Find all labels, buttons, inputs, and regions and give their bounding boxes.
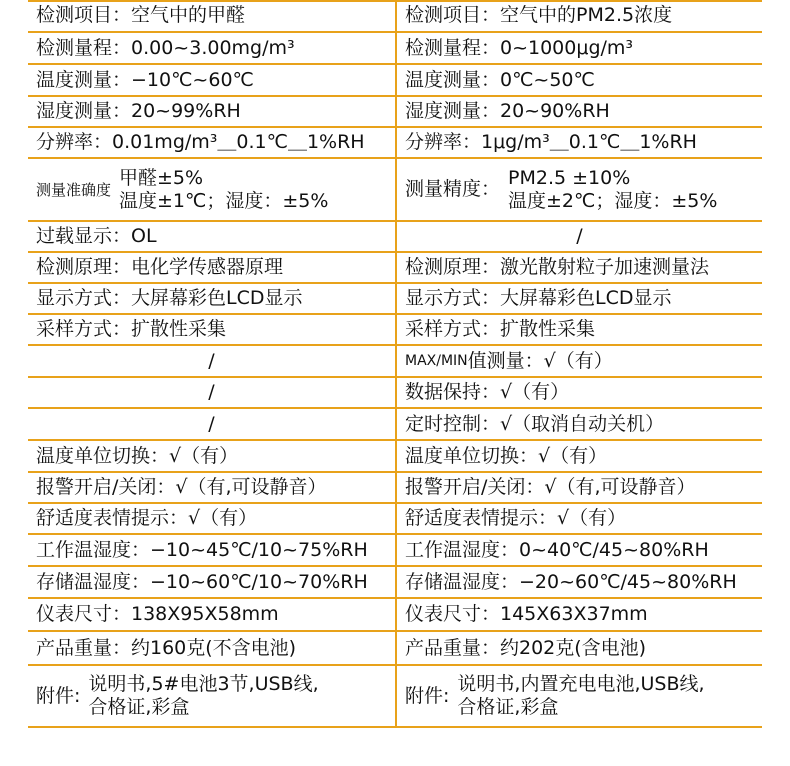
spec-cell-right: 检测量程：0~1000μg/m³ <box>395 33 762 63</box>
table-row <box>28 128 762 159</box>
table-row <box>28 33 762 65</box>
table-row <box>28 378 762 409</box>
spec-cell-left: / <box>208 412 215 435</box>
spec-cell-right: 显示方式：大屏幕彩色LCD显示 <box>395 284 762 313</box>
spec-cell-left: 产品重量：约160克(不含电池) <box>36 636 297 659</box>
table-row <box>28 632 762 666</box>
spec-cell-left: 工作温湿度：−10~45℃/10~75%RH <box>36 538 368 561</box>
accessories-label-right: 附件: <box>405 684 450 707</box>
accuracy-values-left <box>119 167 328 213</box>
accessories-line-1-left: 说明书,5#电池3节,USB线, <box>88 673 319 696</box>
spec-cell-right: 定时控制：√（取消自动关机） <box>395 409 762 439</box>
spec-cell-left: / <box>208 349 215 372</box>
table-row <box>28 441 762 473</box>
spec-cell-left: 采样方式：扩散性采集 <box>36 318 227 341</box>
spec-cell-left: 分辨率：0.01mg/m³＿0.1℃＿1%RH <box>36 131 365 154</box>
accessories-line-2-left: 合格证,彩盒 <box>88 696 190 718</box>
spec-cell-left: 报警开启/关闭：√（有,可设静音） <box>36 476 327 499</box>
spec-cell-right: 采样方式：扩散性采集 <box>395 315 762 344</box>
accessories-cell-left <box>28 666 395 726</box>
table-row <box>28 666 762 728</box>
table-row <box>28 65 762 97</box>
spec-cell-right: 分辨率：1μg/m³＿0.1℃＿1%RH <box>395 128 762 157</box>
table-row <box>28 535 762 567</box>
spec-cell-left: 显示方式：大屏幕彩色LCD显示 <box>36 287 303 310</box>
table-row <box>28 567 762 599</box>
accuracy-label-right: 测量精度： <box>405 178 501 201</box>
maxmin-suffix: 值测量：√（有） <box>467 349 613 372</box>
spec-cell-right: 检测原理：激光散射粒子加速测量法 <box>395 253 762 282</box>
spec-cell-right: 产品重量：约202克(含电池) <box>395 632 762 664</box>
accessories-cell-right <box>395 666 762 726</box>
spec-cell-left: 过载显示：OL <box>36 225 157 248</box>
maxmin-prefix: MAX/MIN <box>405 352 468 369</box>
table-row <box>28 222 762 253</box>
table-row <box>28 0 762 33</box>
spec-cell-left: 温度单位切换：√（有） <box>36 444 239 467</box>
spec-cell-right <box>395 346 762 376</box>
spec-cell-right: 温度测量：0℃~50℃ <box>395 65 762 95</box>
table-row <box>28 504 762 535</box>
spec-cell-left: 舒适度表情提示：√（有） <box>36 507 258 530</box>
spec-cell-right: 温度单位切换：√（有） <box>395 441 762 471</box>
table-row <box>28 159 762 222</box>
spec-comparison-table <box>28 0 762 728</box>
spec-cell-right: / <box>395 222 762 251</box>
spec-cell-right: 报警开启/关闭：√（有,可设静音） <box>395 473 762 502</box>
table-row <box>28 409 762 441</box>
table-row <box>28 346 762 378</box>
accessories-values-right <box>457 673 704 719</box>
table-row <box>28 253 762 284</box>
spec-cell-right: 检测项目：空气中的PM2.5浓度 <box>395 0 762 31</box>
table-row <box>28 473 762 504</box>
accuracy-cell-right <box>395 159 762 220</box>
spec-cell-right: 数据保持：√（有） <box>395 378 762 407</box>
accessories-label-left: 附件: <box>36 684 81 707</box>
table-row <box>28 315 762 346</box>
accuracy-line-1-right: PM2.5 ±10% <box>508 166 631 189</box>
table-row <box>28 284 762 315</box>
spec-cell-right: 湿度测量：20~90%RH <box>395 97 762 126</box>
spec-cell-left: / <box>208 381 215 404</box>
accuracy-values-right <box>508 167 717 213</box>
spec-cell-left: 检测项目：空气中的甲醛 <box>36 4 246 27</box>
spec-cell-left: 检测量程：0.00~3.00mg/m³ <box>36 36 295 59</box>
table-row <box>28 599 762 632</box>
accessories-line-2-right: 合格证,彩盒 <box>457 696 559 718</box>
spec-cell-left: 检测原理：电化学传感器原理 <box>36 256 284 279</box>
accuracy-cell-left <box>28 159 395 220</box>
accuracy-label-left: 测量准确度 <box>36 180 112 199</box>
spec-cell-left: 湿度测量：20~99%RH <box>36 100 241 123</box>
spec-cell-right: 存储温湿度：−20~60℃/45~80%RH <box>395 567 762 597</box>
accuracy-line-2-right: 温度±2℃；湿度：±5% <box>508 189 718 212</box>
table-row <box>28 97 762 128</box>
accessories-line-1-right: 说明书,内置充电电池,USB线, <box>457 673 705 696</box>
spec-cell-left: 存储温湿度：−10~60℃/10~70%RH <box>36 570 368 593</box>
spec-cell-right: 工作温湿度：0~40℃/45~80%RH <box>395 535 762 565</box>
accuracy-line-2-left: 温度±1℃；湿度：±5% <box>119 189 329 212</box>
spec-cell-left: 温度测量：−10℃~60℃ <box>36 68 254 91</box>
accuracy-line-1-left: 甲醛±5% <box>119 166 204 189</box>
spec-cell-right: 仪表尺寸：145X63X37mm <box>395 599 762 630</box>
accessories-values-left <box>88 673 318 719</box>
spec-cell-left: 仪表尺寸：138X95X58mm <box>36 603 279 626</box>
spec-cell-right: 舒适度表情提示：√（有） <box>395 504 762 533</box>
